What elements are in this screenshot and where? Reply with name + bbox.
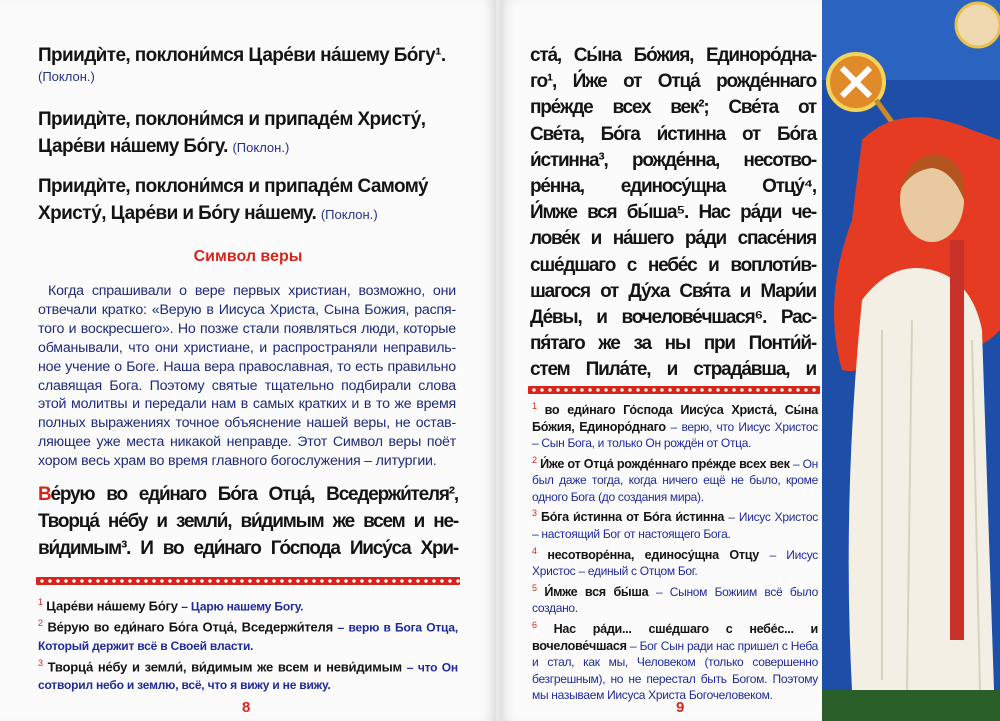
- invocation-line: Приидѝте, поклони́мся Царе́ви на́шему Бо́гу¹.: [38, 45, 446, 66]
- invocation-line: Христу́, Царе́ви и Бо́гу на́шему.: [38, 203, 317, 224]
- creed-text-left: [38, 481, 458, 562]
- footnote: $^1$ Царе́ви на́шему Бо́гу – Царю нашему Богу.: [38, 597, 304, 614]
- bow-note: (Поклон.): [38, 69, 95, 84]
- right-page: [500, 0, 1000, 721]
- creed-line: Де́вы, и вочелове́чшася⁶. Рас-: [530, 307, 816, 329]
- creed-line: лове́к и на́шего ра́ди спасе́ния: [530, 228, 816, 250]
- footnote: $^2$ И́же от Отца́ рожде́ннаго пре́жде всех век – Он был даже тогда, когда ничего ещё не было, кроме одного Бога (до создания мира).: [532, 454, 819, 504]
- creed-line: ста́, Сы́на Бо́жия, Единоро́дна-: [530, 45, 816, 66]
- paragraph-line: того и воскресшего». Но позже стали появляться люди, которые: [38, 320, 456, 337]
- creed-line: шагося от Ду́ха Свя́та и Мари́и: [530, 280, 816, 302]
- footnote: $^2$ Ве́рую во еди́наго Бо́га Отца́, Вседержи́теля – верю в Бога Отца, Который держит всё в Своей власти.: [38, 618, 458, 653]
- paragraph-line: обманывали, что они христиане, и распространяли неправиль-: [38, 339, 456, 356]
- paragraph-line: этой молитвы и передали нам в самых кратких и в то же время: [38, 396, 456, 413]
- paragraph-line: ляющее уже места никакой неправде. Этот Символ веры поёт: [38, 434, 456, 451]
- footnotes-left: [38, 594, 458, 694]
- footnote: $^6$ Нас ра́ди... сше́дшаго с небе́с... и вочелове́чшася – Бог Сын ради нас пришел с Неба и стал, как мы, Человеком (только совершенно безгрешным), но не перестал быть Богом. Поэтому мы называем Иисуса Христа Богочеловеком.: [532, 619, 819, 703]
- invocation-line: Царе́ви на́шему Бо́гу.: [38, 136, 228, 157]
- intro-paragraph: [38, 282, 456, 471]
- creed-text-right: [530, 43, 816, 384]
- paragraph-line: полных выражениях точное объяснение нашей веры, не остав-: [38, 415, 456, 432]
- footnote: $^3$ Бо́га и́стинна от Бо́га и́стинна – Иисус Христос – настоящий Бог от настоящего Бога.: [532, 508, 818, 542]
- paragraph-line: хором весь храм во время главного богослужения – литургии.: [38, 453, 437, 470]
- left-page: [0, 0, 496, 721]
- orarion: [950, 240, 964, 640]
- creed-line: и́стинна³, рожде́нна, несотво-: [530, 149, 816, 171]
- dotted-divider: [36, 577, 460, 585]
- invocation-1: [38, 42, 446, 84]
- creed-line: сше́дшаго с небе́с и воплоти́в-: [530, 254, 816, 276]
- invocation-2: [38, 106, 425, 161]
- invocation-line: Приидѝте, поклони́мся и припаде́м Самому́: [38, 176, 428, 197]
- invocation-3: [38, 173, 428, 228]
- paragraph-line: Когда спрашивали о вере первых христиан, возможно, они: [48, 283, 456, 299]
- creed-line: Творца́ не́бу и земли́, ви́димым же всем и не-: [38, 511, 458, 532]
- angel-icon-illustration: [822, 0, 1000, 721]
- creed-line: пре́жде всех век²; Све́та от: [530, 97, 816, 119]
- footnote: $^4$ несотворе́нна, единосу́щна Отцу – Иисус Христос – единый с Отцом Бог.: [532, 545, 818, 579]
- dotted-divider: [528, 386, 820, 394]
- paragraph-line: отвечали кратко: «Верую в Иисуса Христа, Сына Божия, распя-: [38, 301, 456, 318]
- creed-line: е́рую во еди́наго Бо́га Отца́, Вседержи́теля²,: [50, 484, 458, 505]
- footnote: $^5$ И́мже вся бы́ша – Сыном Божиим всё было создано.: [532, 582, 818, 616]
- creed-line: стем Пила́те, и страда́вша, и: [530, 359, 816, 381]
- creed-line: го¹, И́же от Отца́ рожде́ннаго: [530, 71, 816, 93]
- white-robe: [849, 268, 994, 690]
- paragraph-line: славящая Бога. Поэтому святые тщательно подбирали слова: [38, 377, 456, 394]
- bow-note: (Поклон.): [320, 207, 378, 222]
- creed-line: Све́та, Бо́га и́стинна от Бо́га: [530, 123, 816, 145]
- paragraph-line: ное учение о Боге. Наша вера православная, то есть правильно: [38, 358, 456, 375]
- creed-line: И́мже вся бы́ша⁵. Нас ра́ди че-: [530, 202, 816, 224]
- footnotes-right: [532, 398, 818, 704]
- creed-line: пя́таго же за ны при Понти́й-: [530, 333, 816, 355]
- footnote: $^1$ во еди́наго Го́спода Иису́са Христа́, Сы́на Бо́жия, Единоро́днаго – верю, что Иисус Христос – Сын Бога, и только Он рождён от Отца.: [532, 401, 818, 451]
- creed-line: ре́нна, единосу́щна Отцу́⁴,: [530, 176, 816, 198]
- red-initial: В: [38, 484, 51, 505]
- footnote: $^3$ Творца́ не́бу и земли́, ви́димым же всем и неви́димым – что Он сотворил небо и землю, всё, что я вижу и не вижу.: [38, 657, 458, 692]
- bow-note: (Поклон.): [232, 140, 290, 155]
- page-number: 8: [242, 699, 251, 716]
- section-title: Символ веры: [193, 248, 303, 265]
- invocation-line: Приидѝте, поклони́мся и припаде́м Христу́,: [38, 109, 426, 130]
- creed-line: ви́димым³. И во еди́наго Го́спода Иису́са Хри-: [38, 538, 458, 559]
- page-number: 9: [676, 699, 685, 716]
